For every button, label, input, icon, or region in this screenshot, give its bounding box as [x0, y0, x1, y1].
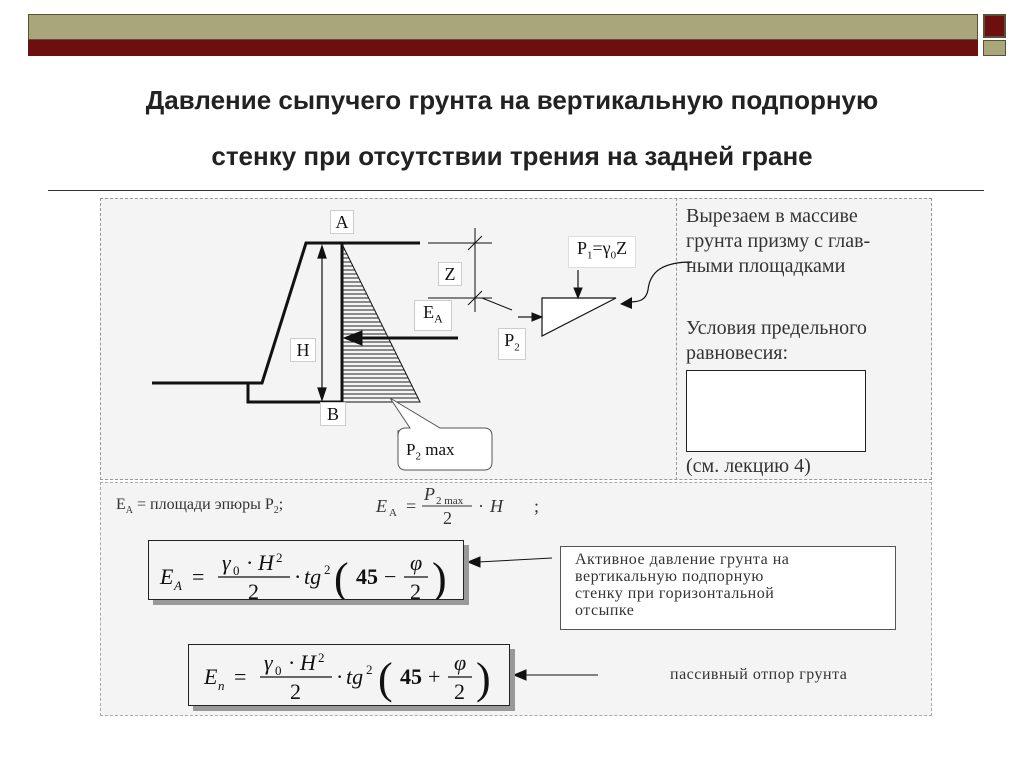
- equilibrium-line-1: Условия предельного: [686, 317, 867, 339]
- svg-text:2: 2: [410, 579, 421, 604]
- svg-text:2: 2: [366, 662, 373, 677]
- active-note-line-1: Активное давление грунта на: [575, 551, 790, 568]
- depth-label: Z: [438, 262, 462, 286]
- p1-letter: P: [576, 238, 587, 258]
- active-note-line-4: отсыпке: [575, 602, 635, 619]
- p1-gamma-subscript: 0: [610, 249, 617, 262]
- svg-text:H: H: [300, 650, 316, 675]
- svg-text:φ: φ: [454, 650, 467, 675]
- svg-text:+: +: [428, 664, 441, 689]
- svg-text:2: 2: [324, 562, 331, 577]
- svg-text:;: ;: [534, 496, 540, 516]
- active-formula-box: [148, 540, 464, 600]
- svg-text:0: 0: [233, 563, 240, 578]
- ea-area-description: = площади эпюры P: [133, 496, 274, 513]
- passive-note-arrow: [514, 670, 598, 680]
- svg-text:tg: tg: [304, 564, 322, 589]
- title-line-1: Давление сыпучего грунта на вертикальную подпорную: [145, 85, 879, 115]
- p1-label: [568, 236, 636, 268]
- svg-text:H: H: [490, 496, 503, 516]
- p2-arrow: [518, 313, 542, 321]
- p2-letter: P: [504, 330, 515, 350]
- svg-text:2 max: 2 max: [436, 495, 464, 507]
- prism-line-3: ными площадками: [686, 255, 846, 277]
- prism-line-1: Вырезаем в массиве: [686, 205, 858, 227]
- p2max-letter: P: [406, 440, 416, 459]
- svg-text:·: ·: [336, 664, 344, 689]
- svg-text:0: 0: [275, 663, 282, 678]
- svg-text:E: E: [204, 664, 218, 689]
- height-dimension: [318, 246, 326, 400]
- svg-text:2: 2: [443, 508, 452, 528]
- svg-text:P: P: [424, 484, 435, 504]
- passive-formula-box: [188, 644, 510, 706]
- prism-line-2: грунта призму с глав-: [686, 230, 871, 252]
- equilibrium-line-2: равновесия:: [686, 342, 789, 364]
- svg-text:tg: tg: [346, 664, 364, 689]
- svg-text:·: ·: [294, 564, 302, 589]
- ea-area-text: [116, 496, 283, 516]
- active-note-arrow: [468, 557, 552, 567]
- passive-note: пассивный отпор грунта: [670, 666, 848, 683]
- p1-arrow: [574, 270, 582, 298]
- pressure-diagram-p2: [342, 244, 420, 402]
- svg-text:·: ·: [288, 650, 296, 675]
- ea-fraction: [375, 484, 539, 528]
- svg-text:n: n: [218, 678, 225, 693]
- lecture-reference: (см. лекцию 4): [686, 455, 811, 477]
- svg-text:45: 45: [400, 664, 422, 689]
- svg-text:−: −: [384, 564, 397, 589]
- callout-curve: [628, 262, 692, 302]
- p1-equals: =γ: [592, 238, 611, 258]
- svg-text:=: =: [406, 496, 417, 516]
- svg-text:·: ·: [478, 496, 484, 516]
- point-a-label: A: [330, 210, 354, 234]
- svg-text:2: 2: [248, 579, 259, 604]
- resultant-letter: E: [423, 302, 435, 322]
- active-note-line-3: стенку при горизонтальной: [575, 585, 775, 602]
- p1-depth: Z: [616, 238, 628, 258]
- svg-text:=: =: [192, 564, 205, 589]
- point-b-label: B: [320, 402, 346, 426]
- svg-text:(: (: [378, 654, 393, 703]
- active-note-line-2: вертикальную подпорную: [575, 568, 764, 585]
- svg-text:2: 2: [276, 550, 283, 565]
- svg-text:φ: φ: [410, 550, 423, 575]
- svg-text:2: 2: [290, 679, 301, 704]
- ea-subscript: A: [125, 505, 134, 517]
- ea-area-subscript: 2: [273, 505, 279, 517]
- svg-text:E: E: [160, 564, 174, 589]
- ea-letter: E: [116, 496, 126, 513]
- resultant-arrow: [344, 331, 458, 345]
- active-note-box: [560, 546, 896, 630]
- title-line-2: стенку при отсутствии трения на задней гране: [211, 141, 813, 171]
- svg-text:): ): [476, 654, 491, 703]
- p2max-label: [406, 440, 455, 462]
- height-label: H: [290, 338, 316, 362]
- svg-text:): ): [432, 554, 447, 603]
- svg-text:(: (: [334, 554, 349, 603]
- svg-text:·: ·: [246, 550, 254, 575]
- prism-description: [686, 204, 870, 279]
- ea-area-semicolon: ;: [278, 496, 284, 513]
- p1-subscript: 1: [586, 249, 593, 262]
- svg-text:2: 2: [454, 679, 465, 704]
- p2-label: [498, 328, 526, 360]
- svg-text:45: 45: [356, 564, 378, 589]
- p2-subscript: 2: [514, 341, 520, 354]
- svg-text:=: =: [234, 664, 247, 689]
- svg-text:A: A: [389, 507, 397, 519]
- p2max-subscript: 2: [415, 450, 421, 463]
- svg-text:2: 2: [318, 650, 325, 665]
- p2max-suffix: max: [420, 440, 455, 459]
- equilibrium-heading: [686, 316, 867, 366]
- svg-text:γ: γ: [222, 550, 231, 575]
- svg-text:γ: γ: [264, 650, 273, 675]
- soil-prism: [542, 298, 616, 336]
- svg-text:H: H: [258, 550, 274, 575]
- svg-text:E: E: [376, 496, 387, 516]
- resultant-subscript: A: [434, 311, 443, 326]
- condition-formula-box: [686, 370, 866, 452]
- svg-text:A: A: [174, 578, 182, 593]
- resultant-label: [414, 300, 452, 331]
